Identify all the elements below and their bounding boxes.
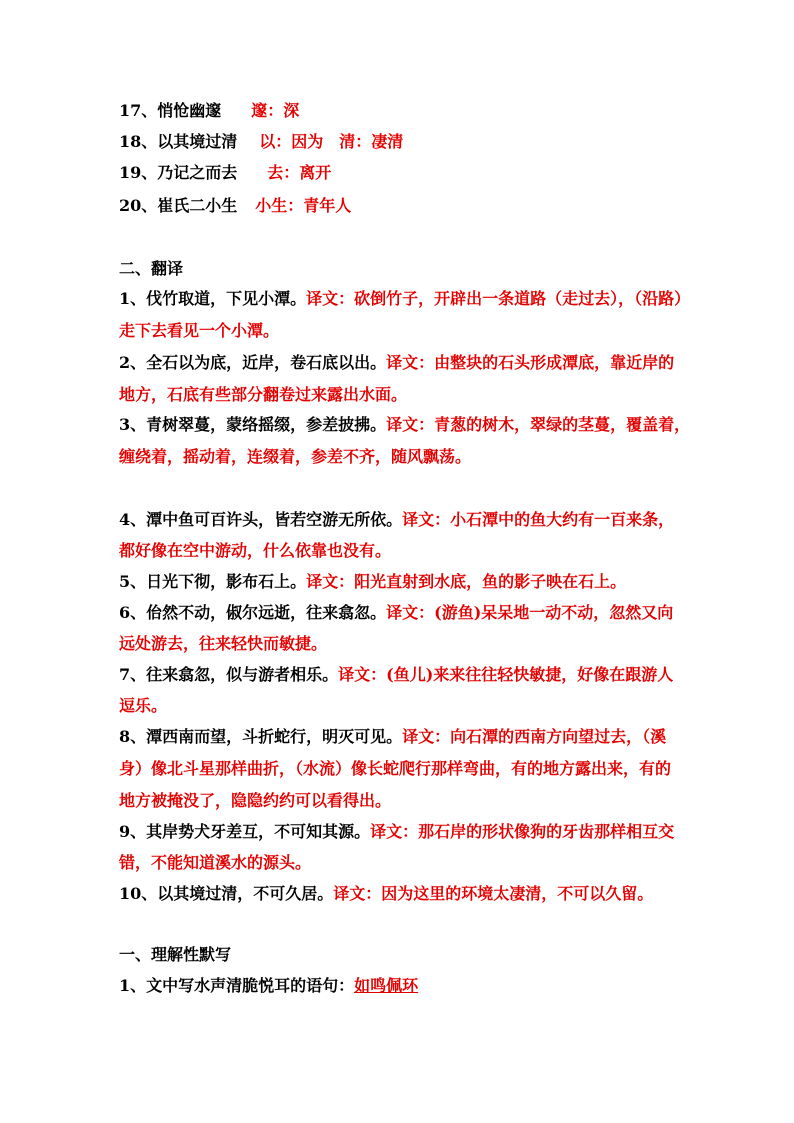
translation-line: 5、日光下彻，影布石上。译文：阳光直射到水底，鱼的影子映在石上。	[119, 572, 627, 591]
translation-line: 地方被掩没了，隐隐约约可以看得出。	[119, 791, 392, 810]
translation-line: 地方，石底有些部分翻卷过来露出水面。	[119, 385, 408, 404]
translation-line: 错，不能知道溪水的源头。	[119, 853, 312, 872]
translation-line: 远处游去，往来轻快而敏捷。	[119, 634, 328, 653]
vocab-item: 17、悄怆幽邃 邃：深	[119, 101, 300, 120]
translation-line: 9、其岸势犬牙差互，不可知其源。译文：那石岸的形状像狗的牙齿那样相互交	[119, 822, 675, 841]
translation-line: 8、潭西南而望，斗折蛇行，明灭可见。译文：向石潭的西南方向望过去，（溪	[119, 727, 667, 746]
translation-line: 4、潭中鱼可百许头，皆若空游无所依。译文：小石潭中的鱼大约有一百来条，	[119, 510, 675, 529]
translation-line: 3、青树翠蔓，蒙络摇缀，参差披拂。译文：青葱的树木，翠绿的茎蔓，覆盖着，	[119, 415, 691, 434]
translation-line: 7、往来翕忽，似与游者相乐。译文：(鱼儿)来来往往轻快敏捷，好像在跟游人	[119, 665, 674, 684]
vocab-item: 19、乃记之而去 去：离开	[119, 163, 332, 182]
translation-line: 走下去看见一个小潭。	[119, 321, 280, 340]
translation-line: 6、佁然不动，俶尔远逝，往来翕忽。译文：(游鱼)呆呆地一动不动，忽然又向	[119, 603, 674, 622]
translation-line: 1、伐竹取道，下见小潭。译文：砍倒竹子，开辟出一条道路（走过去），（沿路）	[119, 289, 691, 308]
translation-line: 10、以其境过清，不可久居。译文：因为这里的环境太凄清，不可以久留。	[119, 884, 654, 903]
section-heading-translation: 二、翻译	[119, 259, 184, 278]
vocab-item: 20、崔氏二小生 小生：青年人	[119, 196, 352, 215]
translation-line: 缠绕着，摇动着，连缀着，参差不齐，随风飘荡。	[119, 447, 472, 466]
translation-line: 2、全石以为底，近岸，卷石底以出。译文：由整块的石头形成潭底，靠近岸的	[119, 353, 675, 372]
dictation-item: 1、文中写水声清脆悦耳的语句：如鸣佩环	[119, 976, 419, 995]
section-heading-dictation: 一、理解性默写	[119, 945, 232, 964]
translation-line: 逗乐。	[119, 696, 168, 715]
vocab-item: 18、以其境过清 以：因为 清：凄清	[119, 132, 404, 151]
translation-line: 都好像在空中游动，什么依靠也没有。	[119, 541, 392, 560]
translation-line: 身）像北斗星那样曲折，（水流）像长蛇爬行那样弯曲，有的地方露出来，有的	[119, 759, 672, 778]
